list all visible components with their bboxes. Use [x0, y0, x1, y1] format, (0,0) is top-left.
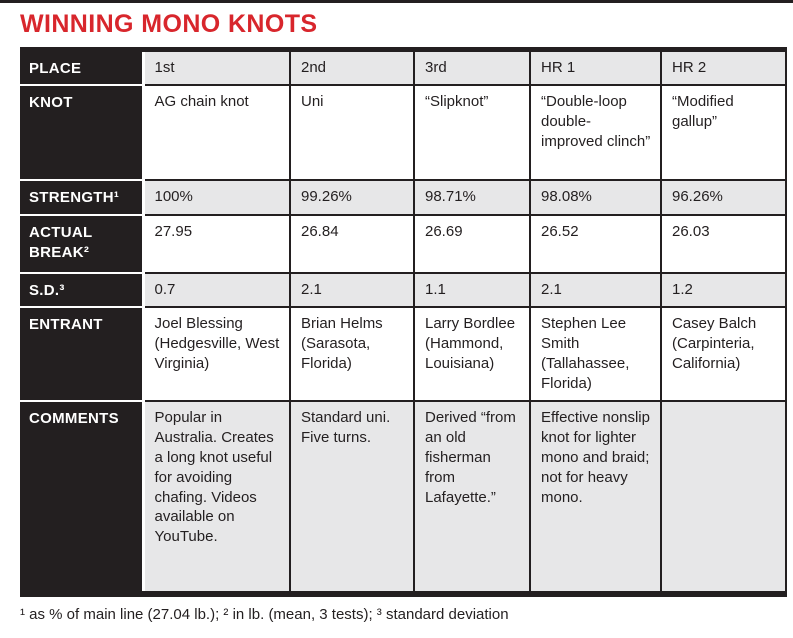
comments-cell-3rd: Derived “from an old fisherman from Lafayette.”: [414, 401, 530, 594]
knot-cell-3rd: “Slipknot”: [414, 85, 530, 180]
place-cell-hr2: HR 2: [661, 50, 786, 86]
sd-cell-3rd: 1.1: [414, 273, 530, 307]
comments-cell-2nd: Standard uni. Five turns.: [290, 401, 414, 594]
row-header-entrant: ENTRANT: [20, 307, 143, 401]
strength-cell-hr1: 98.08%: [530, 180, 661, 214]
row-strength: [20, 180, 786, 214]
entrant-cell-hr1: Stephen Lee Smith (Tallahassee, Florida): [530, 307, 661, 401]
place-cell-2nd: 2nd: [290, 50, 414, 86]
break-cell-2nd: 26.84: [290, 215, 414, 273]
knot-cell-hr1: “Double-loop double-improved clinch”: [530, 85, 661, 180]
entrant-cell-2nd: Brian Helms (Sarasota, Florida): [290, 307, 414, 401]
top-rule: [0, 0, 793, 3]
content-area: [0, 10, 793, 624]
row-entrant: [20, 307, 786, 401]
row-knot: [20, 85, 786, 180]
row-actual-break: [20, 215, 786, 273]
break-cell-1st: 27.95: [143, 215, 290, 273]
footnote: ¹ as % of main line (27.04 lb.); ² in lb. (mean, 3 tests); ³ standard deviation: [20, 605, 509, 623]
break-cell-hr1: 26.52: [530, 215, 661, 273]
entrant-cell-hr2: Casey Balch (Carpinteria, California): [661, 307, 786, 401]
row-header-comments: COMMENTS: [20, 401, 143, 594]
sd-cell-hr1: 2.1: [530, 273, 661, 307]
place-cell-1st: 1st: [143, 50, 290, 86]
sd-cell-1st: 0.7: [143, 273, 290, 307]
strength-cell-hr2: 96.26%: [661, 180, 786, 214]
row-header-strength: STRENGTH¹: [20, 180, 143, 214]
comments-cell-hr2: [661, 401, 786, 594]
row-header-sd: S.D.³: [20, 273, 143, 307]
knot-cell-2nd: Uni: [290, 85, 414, 180]
row-comments: [20, 401, 786, 594]
page-title: WINNING MONO KNOTS: [20, 10, 318, 38]
knot-cell-1st: AG chain knot: [143, 85, 290, 180]
row-place: [20, 50, 786, 86]
row-header-actual-break: ACTUAL BREAK²: [20, 215, 143, 273]
break-cell-hr2: 26.03: [661, 215, 786, 273]
strength-cell-1st: 100%: [143, 180, 290, 214]
mono-knots-table: [20, 47, 787, 597]
strength-cell-3rd: 98.71%: [414, 180, 530, 214]
break-cell-3rd: 26.69: [414, 215, 530, 273]
comments-cell-1st: Popular in Australia. Creates a long knot useful for avoiding chafing. Videos available on YouTube.: [143, 401, 290, 594]
strength-cell-2nd: 99.26%: [290, 180, 414, 214]
place-cell-3rd: 3rd: [414, 50, 530, 86]
knot-cell-hr2: “Modified gallup”: [661, 85, 786, 180]
sd-cell-2nd: 2.1: [290, 273, 414, 307]
row-header-place: PLACE: [20, 50, 143, 86]
entrant-cell-3rd: Larry Bordlee (Hammond, Louisiana): [414, 307, 530, 401]
sd-cell-hr2: 1.2: [661, 273, 786, 307]
entrant-cell-1st: Joel Blessing (Hedgesville, West Virginia): [143, 307, 290, 401]
row-header-knot: KNOT: [20, 85, 143, 180]
comments-cell-hr1: Effective nonslip knot for lighter mono and braid; not for heavy mono.: [530, 401, 661, 594]
place-cell-hr1: HR 1: [530, 50, 661, 86]
row-sd: [20, 273, 786, 307]
